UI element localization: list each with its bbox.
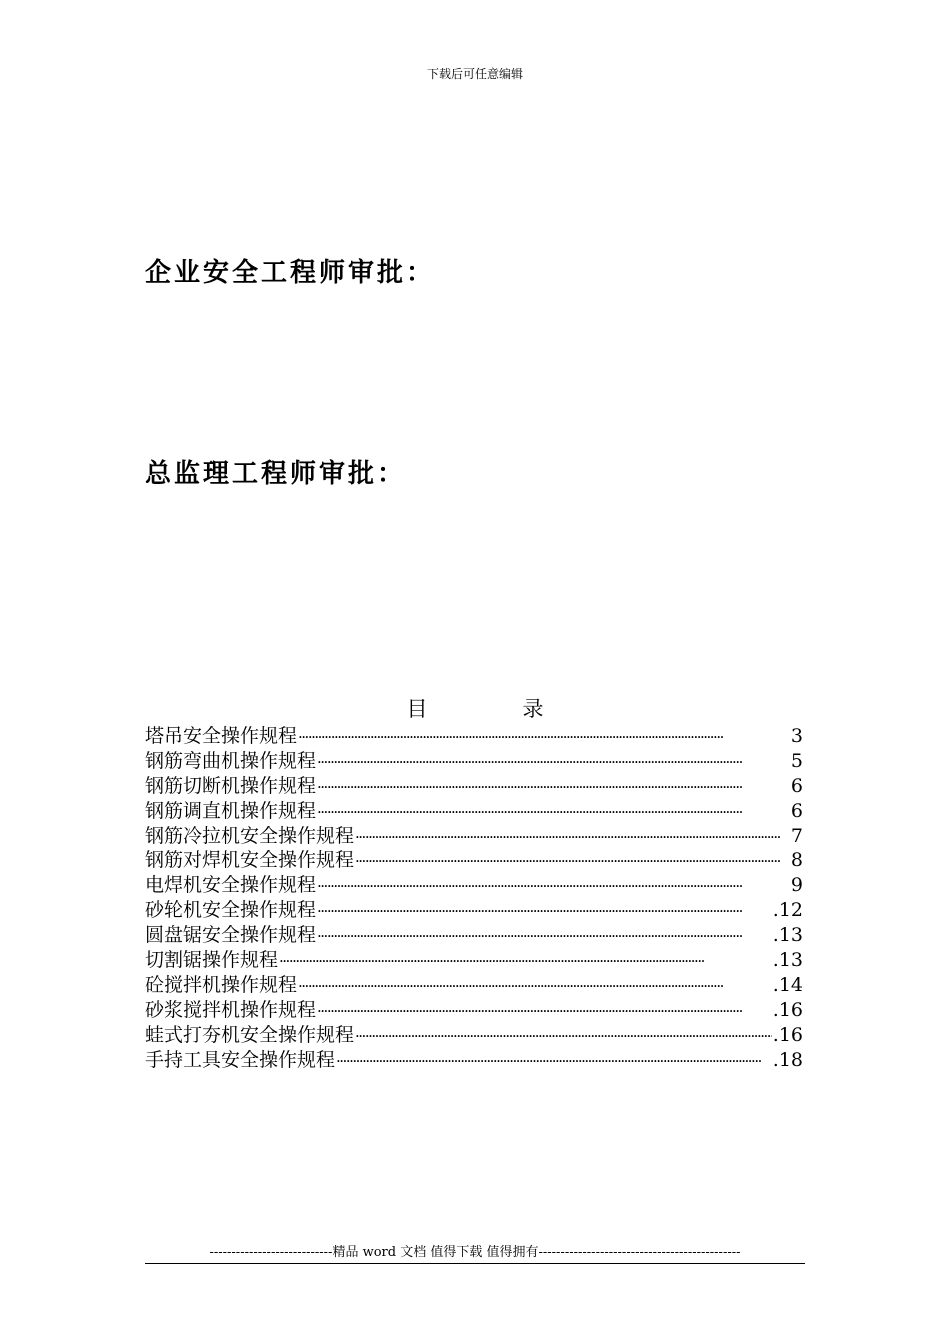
toc-entry-page: .16 [772, 1023, 803, 1046]
toc-entry[interactable] [145, 799, 803, 824]
toc-entry[interactable] [145, 1023, 803, 1048]
toc-entry[interactable] [145, 848, 803, 873]
toc-entry-title: 砂浆搅拌机操作规程 [145, 998, 317, 1021]
toc-leader [355, 1024, 772, 1048]
toc-entry-page: .16 [772, 998, 803, 1021]
page-header: 下载后可任意编辑 [426, 67, 523, 81]
toc-entry[interactable] [145, 923, 803, 948]
chief-supervisor-approval-label: 总监理工程师审批： [145, 459, 407, 489]
toc-leader [317, 899, 772, 923]
toc-title [0, 696, 950, 722]
toc-entry-page: .12 [772, 899, 803, 922]
toc-entry-title: 电焊机安全操作规程 [145, 874, 317, 897]
toc-entry[interactable] [145, 898, 803, 923]
toc-leader [336, 1049, 772, 1073]
toc-entry-page: .18 [772, 1048, 803, 1071]
toc-entry-title: 切割锯操作规程 [145, 949, 279, 972]
toc-leader [317, 775, 790, 799]
toc-leader [317, 874, 790, 898]
toc-leader [279, 949, 772, 973]
toc-entry[interactable] [145, 948, 803, 973]
toc-entry[interactable] [145, 749, 803, 774]
toc-entry[interactable] [145, 873, 803, 898]
toc-entry-page: .13 [772, 924, 803, 947]
toc-entry-title: 砼搅拌机操作规程 [145, 973, 298, 996]
toc-entry-title: 圆盘锯安全操作规程 [145, 924, 317, 947]
toc-entry-title: 蛙式打夯机安全操作规程 [145, 1023, 355, 1046]
toc-entry-title: 钢筋对焊机安全操作规程 [145, 849, 355, 872]
toc-leader [298, 974, 772, 998]
toc-leader [317, 999, 772, 1023]
toc-leader [298, 725, 790, 749]
toc-entry-page: 7 [790, 824, 803, 847]
toc-leader [317, 924, 772, 948]
toc-entry-title: 手持工具安全操作规程 [145, 1048, 336, 1071]
toc-entry-title: 钢筋调直机操作规程 [145, 799, 317, 822]
toc-leader [355, 825, 790, 849]
toc-leader [317, 800, 790, 824]
toc-leader [317, 750, 790, 774]
toc-entry[interactable] [145, 724, 803, 749]
toc-entry-page: 9 [790, 874, 803, 897]
toc-entry-page: 5 [790, 749, 803, 772]
toc-entry-title: 塔吊安全操作规程 [145, 725, 298, 747]
toc-entry[interactable] [145, 824, 803, 849]
toc-title-right: 录 [522, 697, 544, 721]
toc-entry[interactable] [145, 998, 803, 1023]
toc-leader [355, 849, 790, 873]
safety-engineer-approval-label: 企业安全工程师审批： [145, 258, 436, 288]
toc-entry-page: .14 [772, 973, 803, 996]
toc-entry-title: 钢筋弯曲机操作规程 [145, 749, 317, 772]
toc-entry-page: 6 [790, 774, 803, 797]
toc-entry[interactable] [145, 973, 803, 998]
toc-entry-title: 钢筋切断机操作规程 [145, 774, 317, 797]
toc-entry-page: .13 [772, 949, 803, 972]
toc-title-left: 目 [406, 697, 428, 721]
toc-entry-title: 砂轮机安全操作规程 [145, 899, 317, 922]
toc-entry-page: 3 [790, 725, 803, 747]
toc-entry-title: 钢筋冷拉机安全操作规程 [145, 824, 355, 847]
page-footer: ----------------------------精品 word 文档 值得下载 值得拥有---------------------------------------------- [209, 1245, 741, 1260]
toc-entry-page: 6 [790, 799, 803, 822]
toc-entry[interactable] [145, 774, 803, 799]
footer-divider [145, 1263, 805, 1264]
table-of-contents [145, 724, 803, 1072]
toc-entry-page: 8 [790, 849, 803, 872]
toc-entry[interactable] [145, 1048, 803, 1073]
